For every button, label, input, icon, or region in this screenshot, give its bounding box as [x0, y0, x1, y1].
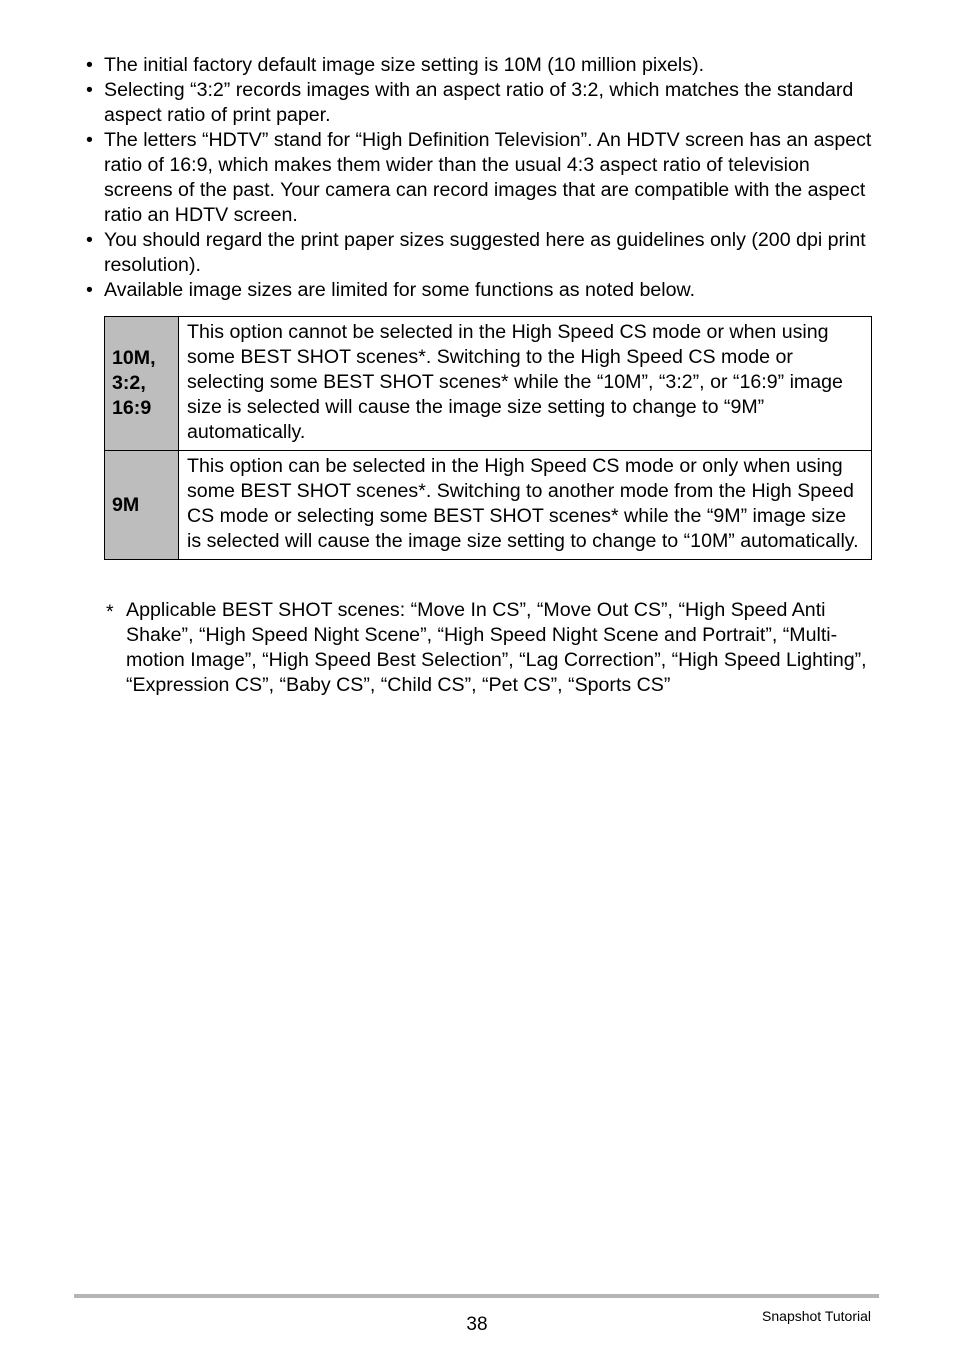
bullet-icon: • [86, 229, 93, 251]
note-text: The initial factory default image size setting is 10M (10 million pixels). [104, 54, 705, 76]
note-item [84, 228, 874, 278]
note-item [84, 78, 874, 128]
footnote-text: Applicable BEST SHOT scenes: “Move In CS”, “Move Out CS”, “High Speed Anti Shake”, “High Speed Night Scene”, “High Speed Night Scene and Portrait”, “Multi-motion Image”, “High Speed Best Selection”, “Lag Correction”, “High Speed Lighting”, “Expression CS”, “Baby CS”, “Child CS”, “Pet CS”, “Sports CS” [126, 599, 867, 696]
footnote-mark: * [106, 601, 114, 623]
size-label: 3:2, [112, 372, 146, 394]
size-description: This option cannot be selected in the High Speed CS mode or when using some BEST SHOT scenes*. Switching to the High Speed CS mode or selecting some BEST SHOT scenes* while the “10M”, “3:2”, or “16:9” image size is selected will cause the image size setting to change to “9M” automatically. [179, 317, 872, 451]
table-row [105, 317, 872, 451]
note-text: Selecting “3:2” records images with an aspect ratio of 3:2, which matches the standard aspect ratio of print paper. [104, 79, 854, 126]
page-number: 38 [466, 1314, 488, 1335]
bullet-icon: • [86, 129, 93, 151]
size-label: 10M, [112, 347, 156, 369]
note-text: The letters “HDTV” stand for “High Definition Television”. An HDTV screen has an aspect ratio of 16:9, which makes them wider than the usual 4:3 aspect ratio of television screens of the past. Your camera can record images that are compatible with the aspect ratio an HDTV screen. [104, 129, 872, 226]
notes-list [84, 53, 874, 303]
note-text: You should regard the print paper sizes suggested here as guidelines only (200 dpi print resolution). [104, 229, 866, 276]
footer-divider [74, 1294, 879, 1298]
bullet-icon: • [86, 79, 93, 101]
page-content [84, 53, 874, 696]
image-size-limitations-table [104, 316, 872, 560]
note-text: Available image sizes are limited for some functions as noted below. [104, 279, 696, 301]
note-item [84, 53, 874, 78]
note-item [84, 278, 874, 303]
table-row [105, 451, 872, 560]
note-item [84, 128, 874, 228]
bullet-icon: • [86, 279, 93, 301]
size-description: This option can be selected in the High Speed CS mode or only when using some BEST SHOT scenes*. Switching to another mode from the High Speed CS mode or selecting some BEST SHOT scenes* while the “9M” image size is selected will cause the image size setting to change to “10M” automatically. [179, 451, 872, 560]
size-label-cell [105, 317, 179, 451]
bullet-icon: • [86, 54, 93, 76]
size-label: 9M [112, 493, 140, 516]
footnote [104, 598, 874, 698]
size-label: 16:9 [112, 397, 152, 419]
size-label-cell [105, 451, 179, 560]
section-name: Snapshot Tutorial [762, 1308, 871, 1324]
